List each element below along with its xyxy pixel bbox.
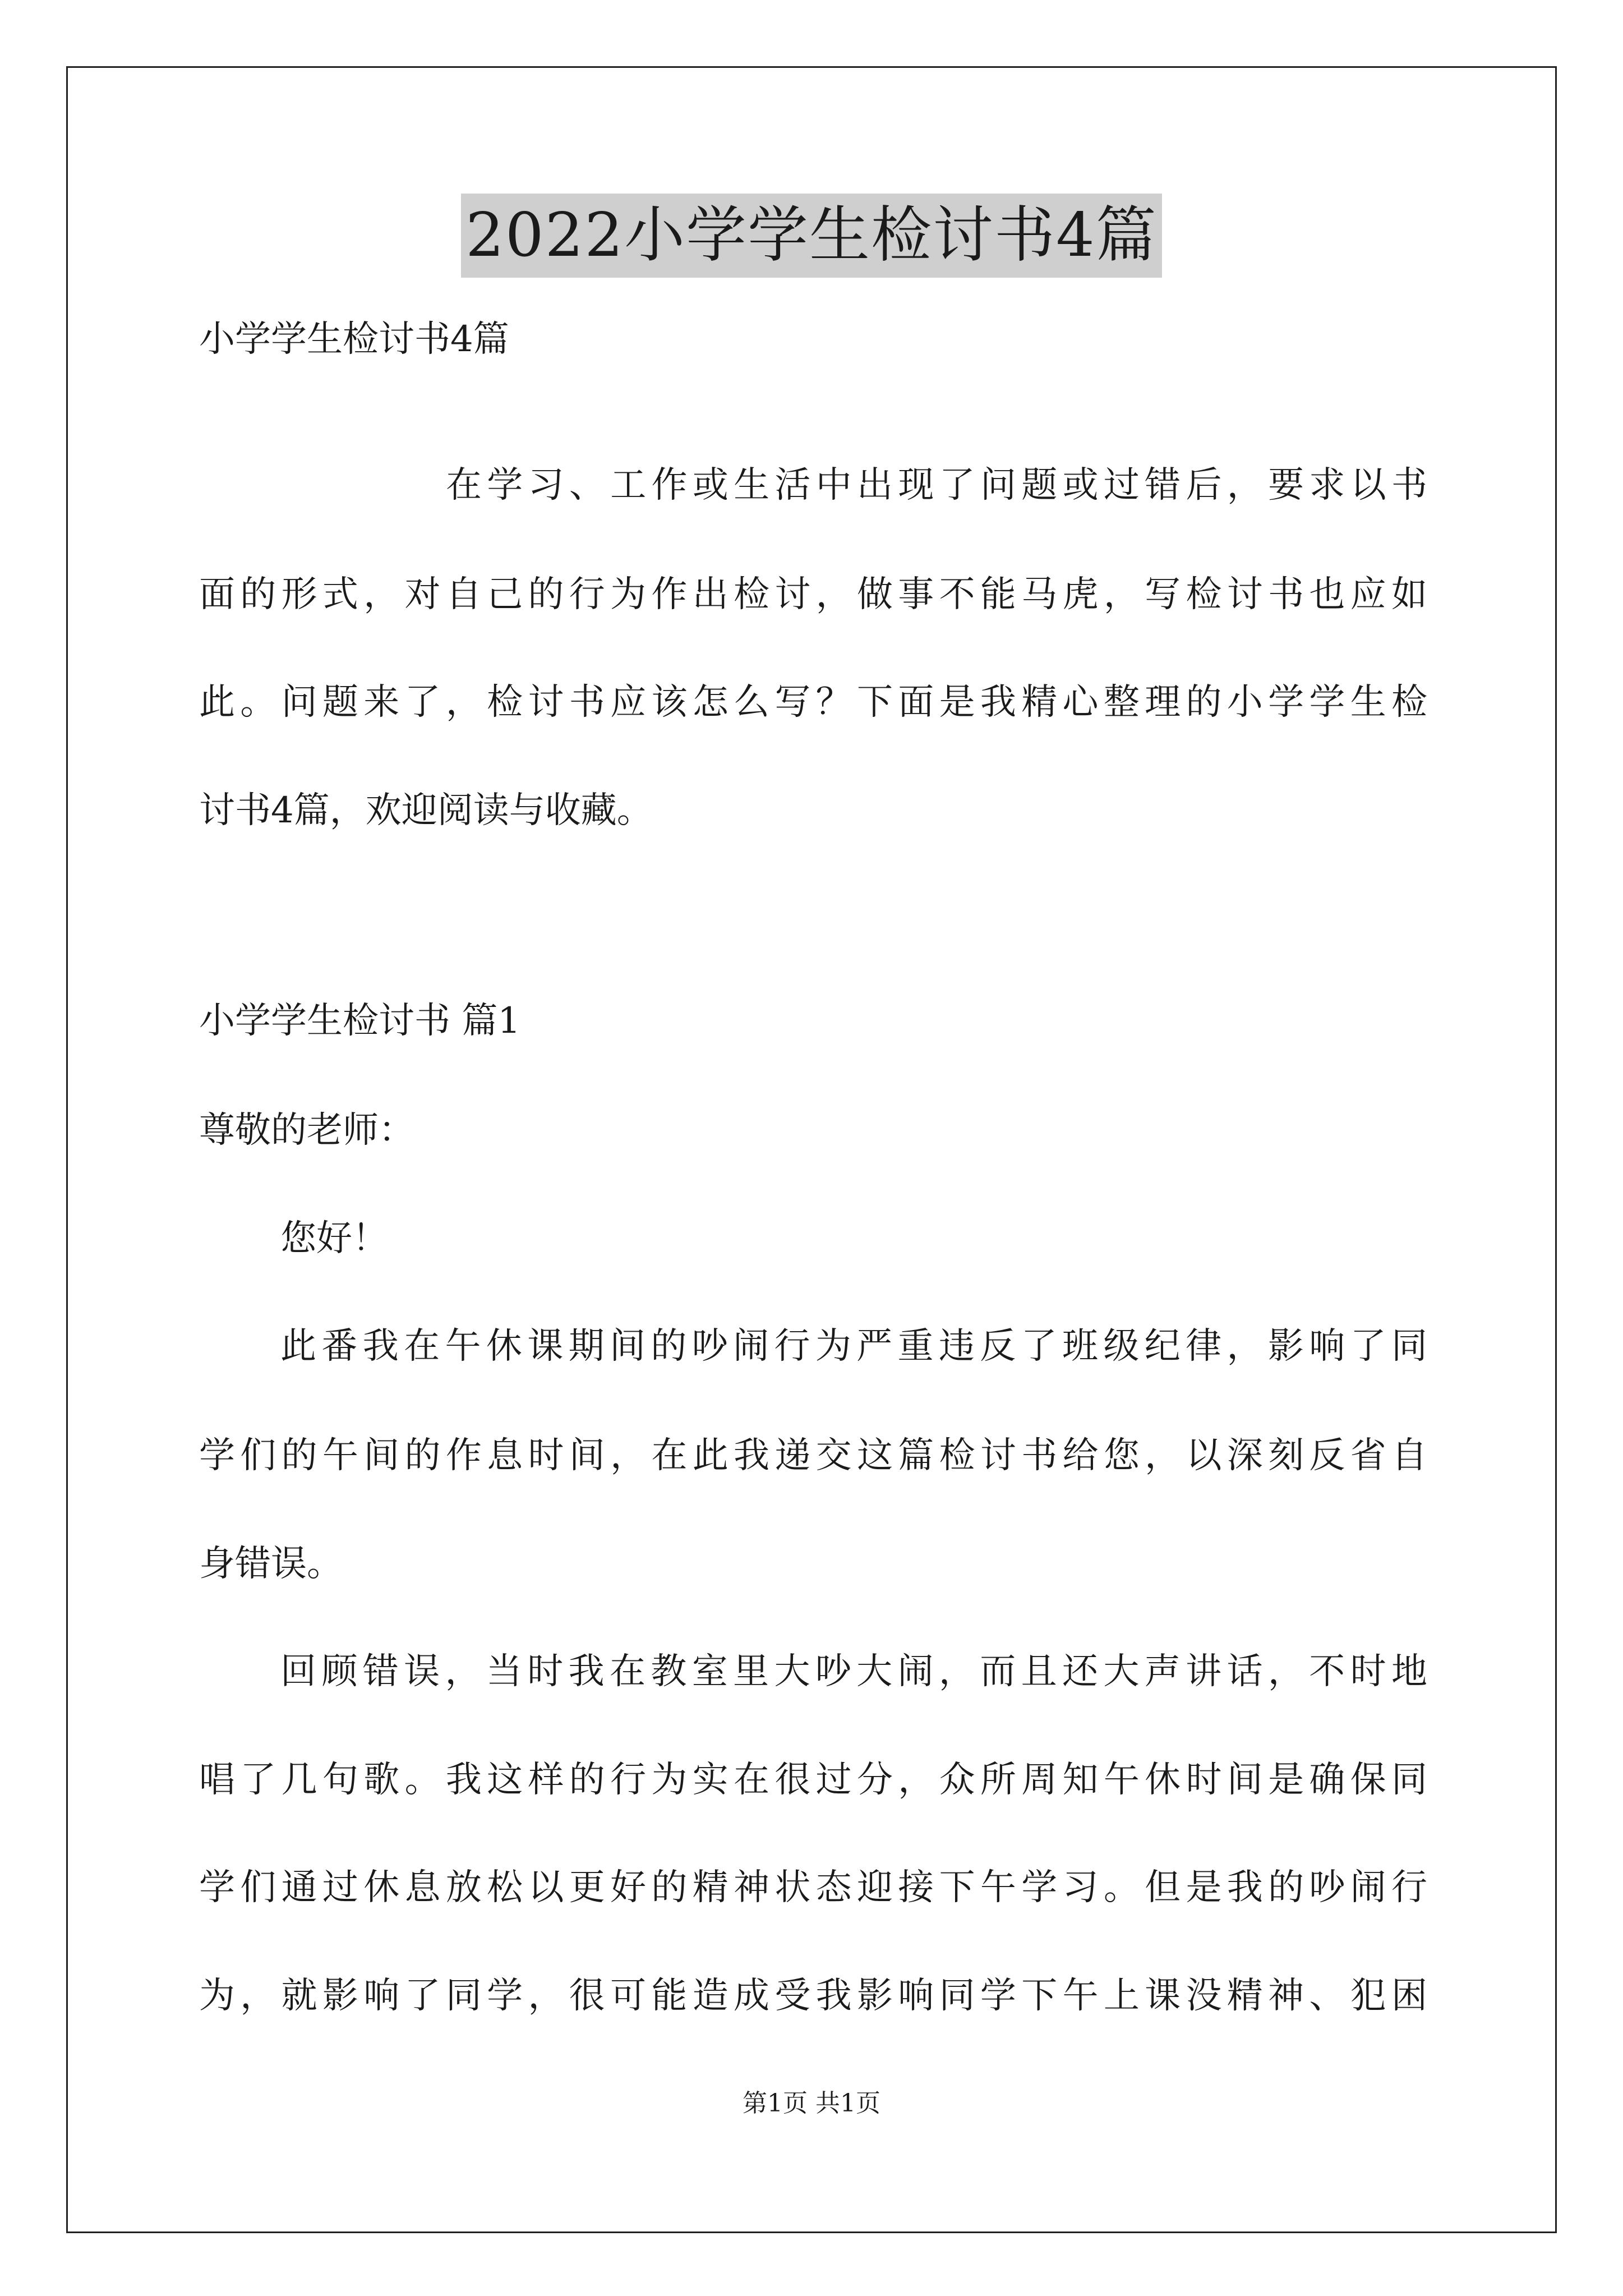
paragraph1-line-2: 学们的午间的作息时间，在此我递交这篇检讨书给您，以深刻反省自 [199,1435,1427,1476]
paragraph1-line-1: 此番我在午休课期间的吵闹行为严重违反了班级纪律，影响了同 [280,1326,1427,1367]
intro-line-3: 此。问题来了，检讨书应该怎么写？下面是我精心整理的小学学生检 [199,682,1427,723]
intro-line-2: 面的形式，对自己的行为作出检讨，做事不能马虎，写检讨书也应如 [199,574,1427,615]
greeting: 您好！ [280,1218,388,1259]
page-footer: 第1页 共1页 [743,2089,880,2118]
section-heading: 小学学生检讨书 篇1 [199,1000,521,1042]
intro-line-4: 讨书4篇，欢迎阅读与收藏。 [199,790,653,831]
paragraph2-line-2: 唱了几句歌。我这样的行为实在很过分，众所周知午休时间是确保同 [199,1759,1427,1801]
paragraph2-line-4: 为，就影响了同学，很可能造成受我影响同学下午上课没精神、犯困 [199,1975,1427,2017]
title-container [0,194,1623,278]
document-subtitle: 小学学生检讨书4篇 [199,319,509,360]
salutation: 尊敬的老师： [199,1110,414,1151]
document-title: 2022小学学生检讨书4篇 [461,194,1162,278]
paragraph2-line-3: 学们通过休息放松以更好的精神状态迎接下午学习。但是我的吵闹行 [199,1867,1427,1908]
paragraph1-line-3: 身错误。 [199,1543,343,1585]
paragraph2-line-1: 回顾错误，当时我在教室里大吵大闹，而且还大声讲话，不时地 [280,1651,1427,1692]
intro-line-1: 在学习、工作或生活中出现了问题或过错后，要求以书 [446,464,1427,506]
